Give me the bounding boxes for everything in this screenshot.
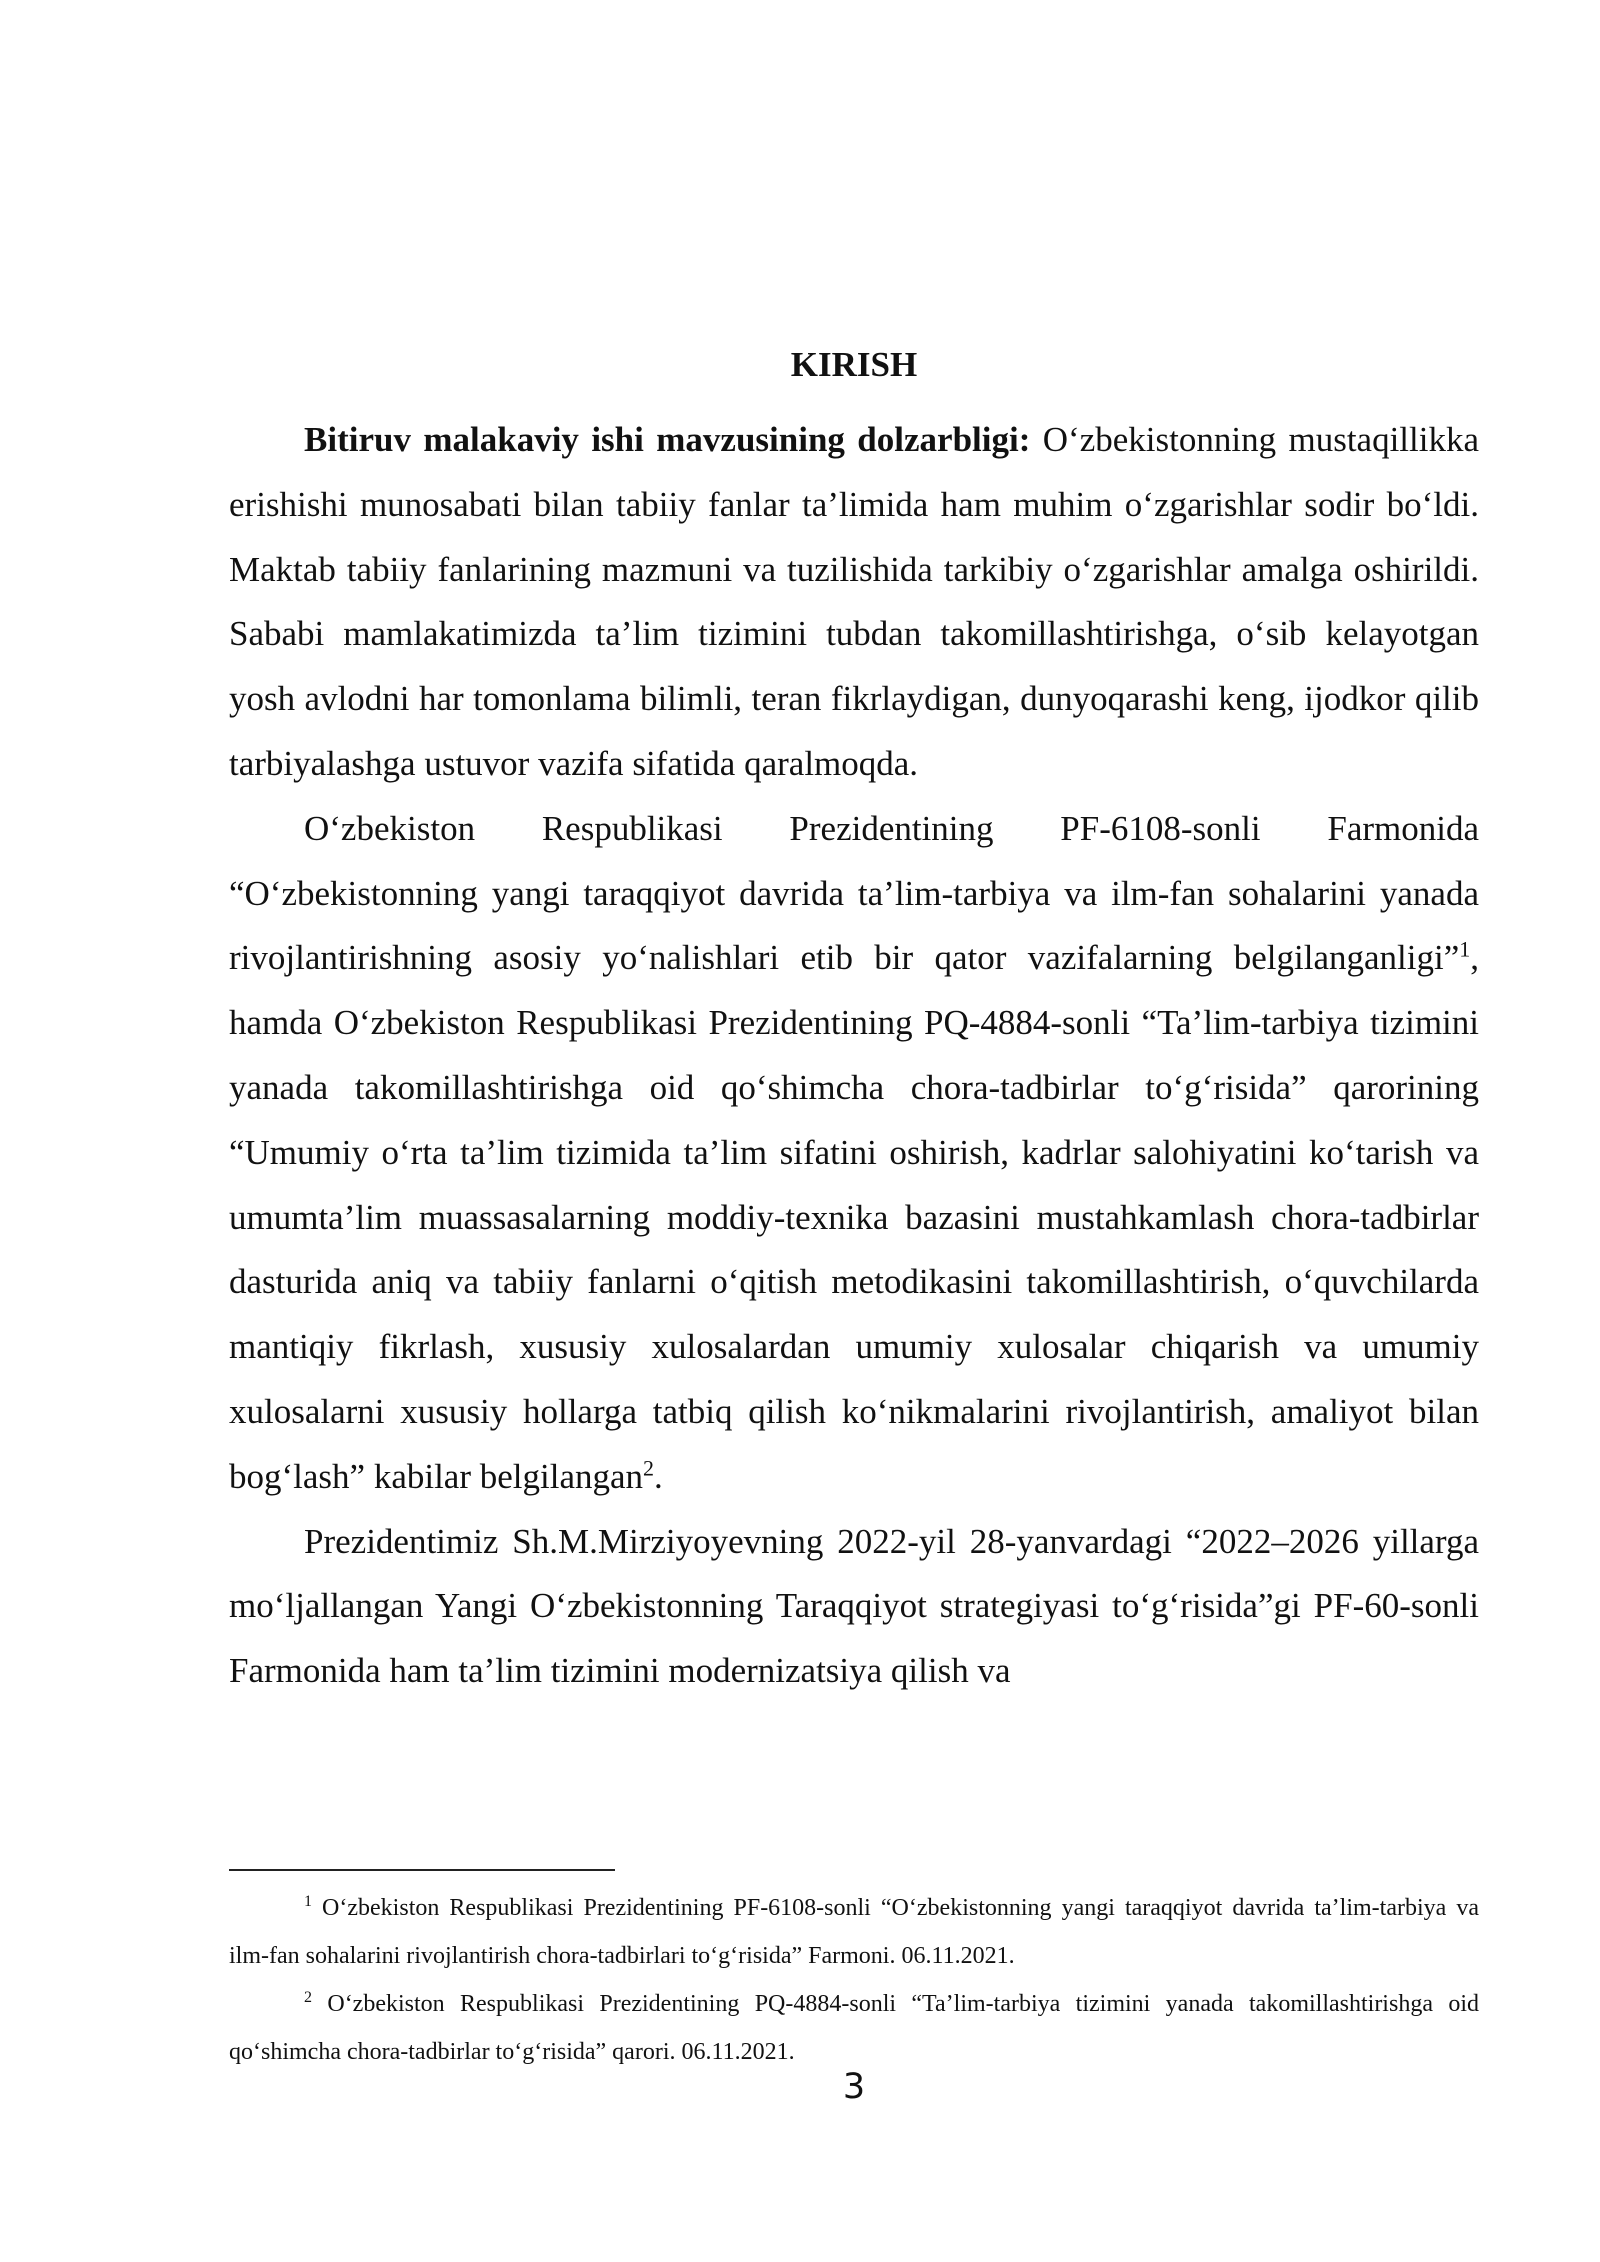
section-heading: KIRISH [790, 345, 918, 384]
body-text [229, 408, 1479, 1704]
footnotes [229, 1884, 1479, 2076]
paragraph-lead: Bitiruv malakaviy ishi mavzusining dolzarbligi: [304, 420, 1031, 459]
footnote-mark: 2 [304, 1989, 312, 2006]
paragraph-text: Prezidentimiz Sh.M.Mirziyoyevning 2022-yil 28-yanvardagi “2022–2026 yillarga mo‘ljallangan Yangi O‘zbekistonning Taraqqiyot strategiyasi to‘g‘risida”gi PF-60-sonli Farmonida ham ta’lim tizimini modernizatsiya qilish va [229, 1521, 1479, 1691]
paragraph-decrees [229, 797, 1479, 1510]
paragraph-text: , hamda O‘zbekiston Respublikasi Prezidentining PQ-4884-sonli “Ta’lim-tarbiya tizimini yanada takomillashtirishga oid qo‘shimcha chora-tadbirlar to‘g‘risida” qarorining “Umumiy o‘rta ta’lim tizimida ta’lim sifatini oshirish, kadrlar salohiyatini ko‘tarish va umumta’lim muassasalarning moddiy-texnika bazasini mustahkamlash chora-tadbirlar dasturida aniq va tabiiy fanlarni o‘qitish metodikasini takomillashtirish, o‘quvchilarda mantiqiy fikrlash, xususiy xulosalardan umumiy xulosalar chiqarish va umumiy xulosalarni xususiy hollarga tatbiq qilish ko‘nikmalarini rivojlantirish, amaliyot bilan bog‘lash” kabilar belgilangan [229, 938, 1479, 1496]
paragraph-text: . [654, 1456, 663, 1496]
footnote-separator [229, 1869, 615, 1871]
document-page [229, 0, 1479, 2262]
footnote-text: O‘zbekiston Respublikasi Prezidentining PQ-4884-sonli “Ta’lim-tarbiya tizimini yanada takomillashtirishga oid qo‘shimcha chora-tadbirlar to‘g‘risida” qarori. 06.11.2021. [229, 1991, 1479, 2065]
paragraph-strategy [229, 1510, 1479, 1704]
paragraph-text: O‘zbekiston Respublikasi Prezidentining PF-6108-sonli Farmonida “O‘zbekistonning yangi taraqqiyot davrida ta’lim-tarbiya va ilm-fan sohalarini yanada rivojlantirishning asosiy yo‘nalishlari etib bir qator vazifalarning belgilanganligi” [229, 808, 1479, 978]
footnote-1 [229, 1884, 1479, 1980]
footnote-text: O‘zbekiston Respublikasi Prezidentining PF-6108-sonli “O‘zbekistonning yangi taraqqiyot davrida ta’lim-tarbiya va ilm-fan sohalarini rivojlantirish chora-tadbirlari to‘g‘risida” Farmoni. 06.11.2021. [229, 1895, 1479, 1969]
footnote-2 [229, 1980, 1479, 2076]
paragraph-text: O‘zbekistonning mustaqillikka erishishi munosabati bilan tabiiy fanlar ta’limida ham muhim o‘zgarishlar sodir bo‘ldi. Maktab tabiiy fanlarining mazmuni va tuzilishida tarkibiy o‘zgarishlar amalga oshirildi. Sababi mamlakatimizda ta’lim tizimini tubdan takomillashtirishga, o‘sib kelayotgan yosh avlodni har tomonlama bilimli, teran fikrlaydigan, dunyoqarashi keng, ijodkor qilib tarbiyalashga ustuvor vazifa sifatida qaralmoqda. [229, 420, 1480, 783]
page-number: 3 [842, 2067, 866, 2107]
footnote-ref-2[interactable]: 2 [643, 1455, 655, 1481]
footnote-ref-1[interactable]: 1 [1459, 936, 1471, 962]
footnote-mark: 1 [304, 1893, 312, 1910]
paragraph-relevance [229, 408, 1479, 797]
